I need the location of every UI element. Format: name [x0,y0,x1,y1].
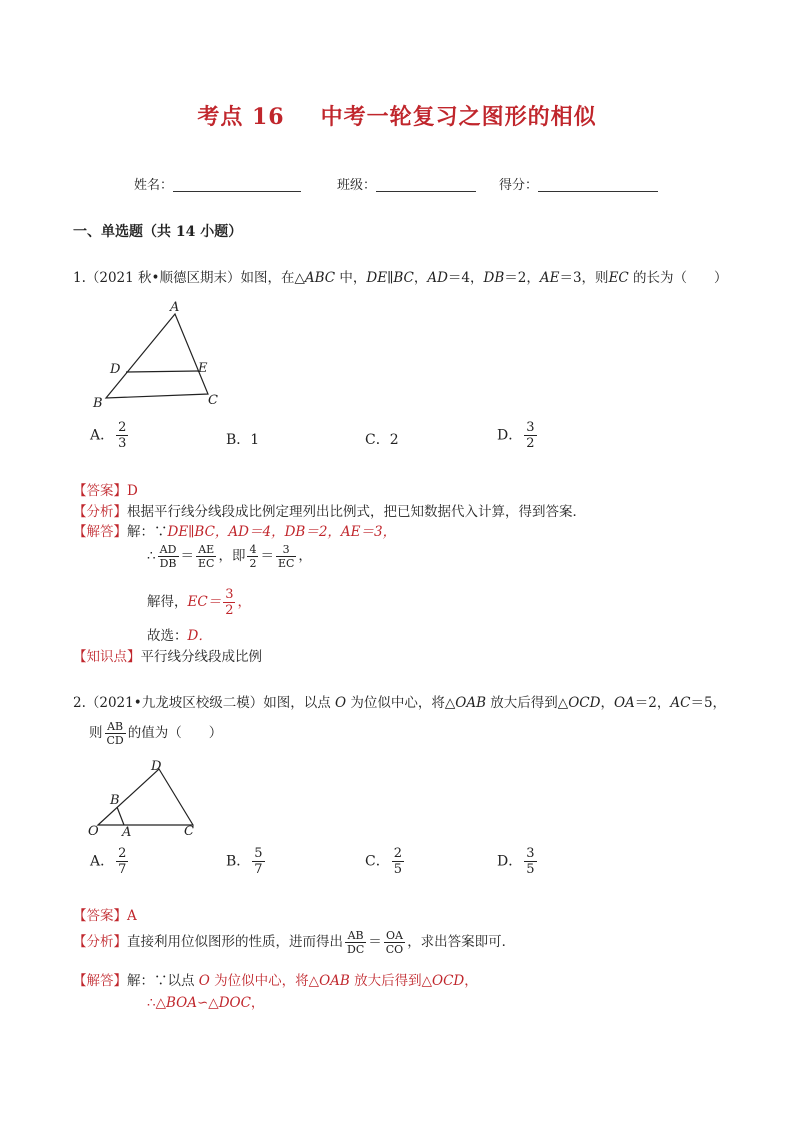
name-label: 姓名： [134,178,174,193]
q1-label-c: C [208,393,218,408]
q2-option-d[interactable]: D． $\frac{3}{5}$ [497,846,535,877]
q1-solution-line1: 【解答】解：∵DE∥BC，AD＝4，DB＝2，AE＝3， [73,524,397,540]
q2-solution-line2: ∴△BOA∽△DOC， [147,995,265,1011]
q2-option-b[interactable]: B． $\frac{5}{7}$ [226,846,263,877]
q1-triangle-abc [106,314,208,398]
q2-label-b: B [110,793,120,808]
q1-label-d: D [110,362,121,377]
q1-option-b[interactable]: B．1 [226,432,260,448]
q2-segment-ab [117,807,124,825]
q1-solution-line3: 解得，EC＝ $\frac{3}{2}$ ， [147,587,251,618]
name-field[interactable] [134,174,301,193]
q1-triangle-figure [86,296,236,416]
title-code: 考点 16 [197,104,285,130]
q2-label-a: A [122,825,132,840]
q2-solution-line1: 【解答】解：∵以点 O 为位似中心，将△OAB 放大后得到△OCD， [73,973,478,989]
q1-stem: 1.（2021 秋•顺德区期末）如图，在△ABC 中，DE∥BC，AD＝4，DB＝2，AE＝3，则EC 的长为（ ） [73,270,728,286]
q2-label-d: D [151,759,162,774]
class-field[interactable] [337,174,476,193]
q2-option-c[interactable]: C． $\frac{2}{5}$ [365,846,402,877]
q1-label-b: B [93,396,103,411]
class-label: 班级： [337,178,377,193]
q2-stem-line1: 2.（2021•九龙坡区校级二模）如图，以点 O 为位似中心，将△OAB 放大后得到△OCD，OA＝2，AC＝5， [73,695,727,711]
q1-option-d[interactable]: D． $\frac{3}{2}$ [497,420,535,451]
q2-label-o: O [88,824,99,839]
page-title [0,100,794,131]
q2-answer: 【答案】A [73,908,137,924]
score-blank[interactable] [538,191,658,192]
q1-option-c[interactable]: C．2 [365,432,399,448]
q2-label-c: C [184,824,194,839]
q1-solution-line4: 故选：D． [147,628,212,644]
q1-analysis: 【分析】根据平行线分线段成比例定理列出比例式，把已知数据代入计算，得到答案． [73,504,586,520]
q1-solution-line2: ∴ $\frac{AD}{DB}$ ＝ $\frac{AE}{EC}$ ，即 $\frac{4}{2}$ ＝ $\frac{3}{EC}$ ， [147,543,312,570]
q2-option-a[interactable]: A． $\frac{2}{7}$ [90,846,127,877]
q1-option-a[interactable]: A． $\frac{2}{3}$ [90,420,127,451]
q2-stem-line2: 则 $\frac{AB}{CD}$ 的值为（ ） [89,720,223,747]
q1-label-a: A [170,300,180,315]
score-field[interactable] [499,174,658,193]
q2-analysis: 【分析】直接利用位似图形的性质，进而得出 $\frac{AB}{DC}$ ＝ $\frac{OA}{CO}$ ，求出答案即可． [73,929,516,956]
name-blank[interactable] [173,191,301,192]
title-text: 中考一轮复习之图形的相似 [320,104,597,130]
score-label: 得分： [499,178,539,193]
q1-label-e: E [198,361,208,376]
class-blank[interactable] [376,191,476,192]
q1-answer: 【答案】D [73,483,138,499]
section-header: 一、单选题（共 14 小题） [73,224,243,240]
q2-triangle-figure [86,756,216,842]
q1-segment-de [126,371,198,372]
q1-knowledge: 【知识点】平行线分线段成比例 [73,649,262,665]
